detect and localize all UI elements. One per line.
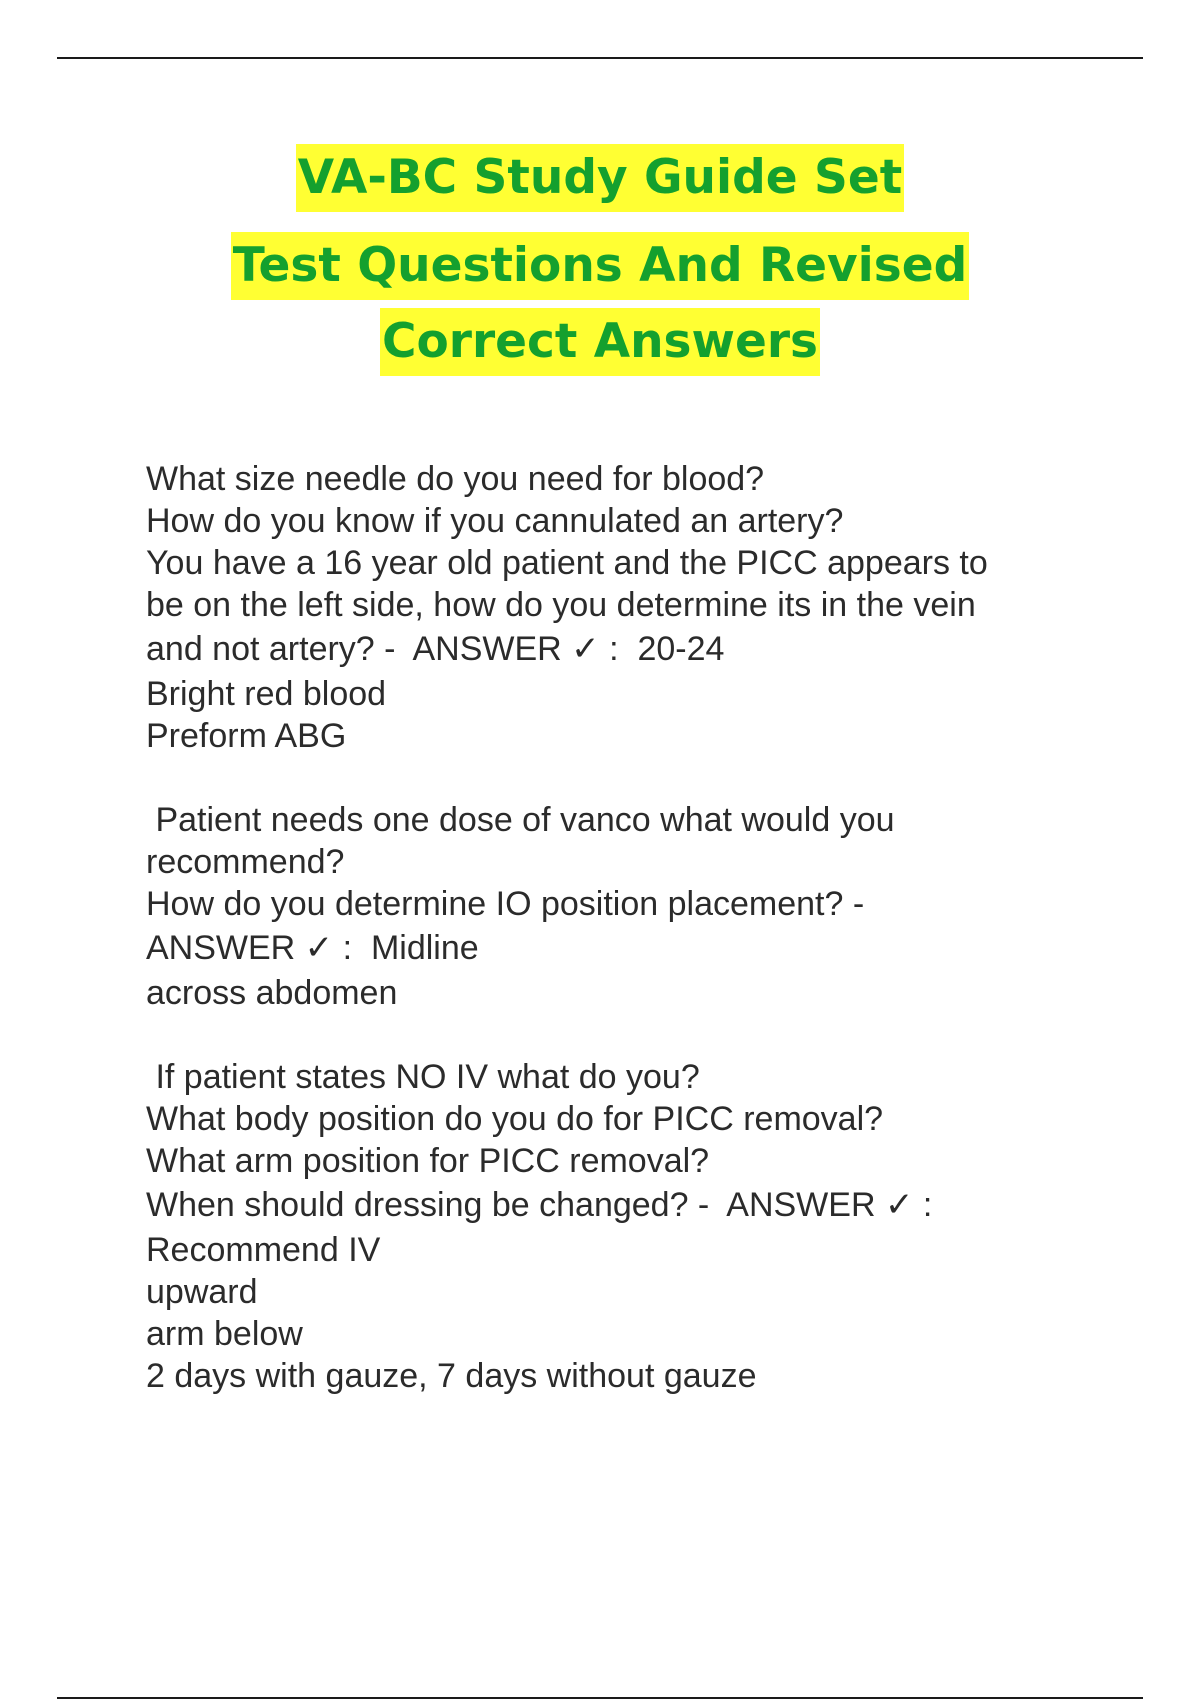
- text-line: If patient states NO IV what do you?: [146, 1058, 700, 1096]
- text-line: Preform ABG: [146, 717, 347, 755]
- answer-line: When should dressing be changed? - ANSWER ✓ :: [146, 1186, 933, 1224]
- qa-block-1: [146, 458, 1086, 757]
- answer-line: and not artery? - ANSWER ✓ : 20-24: [146, 630, 725, 668]
- text-line: 2 days with gauze, 7 days without gauze: [146, 1357, 757, 1395]
- text-line: How do you determine IO position placement? -: [146, 885, 865, 923]
- text-line: Bright red blood: [146, 675, 387, 713]
- text-line: How do you know if you cannulated an artery?: [146, 502, 844, 540]
- document-title: [0, 144, 1200, 376]
- bottom-rule: [57, 1697, 1143, 1699]
- text-line: Patient needs one dose of vanco what would you: [146, 801, 895, 839]
- text-line: What body position do you do for PICC removal?: [146, 1100, 884, 1138]
- text-line: What arm position for PICC removal?: [146, 1142, 710, 1180]
- document-body: [146, 458, 1086, 1397]
- answer-line: ANSWER ✓ : Midline: [146, 929, 479, 967]
- text-line: You have a 16 year old patient and the PICC appears to: [146, 544, 988, 582]
- title-line-1: VA-BC Study Guide Set: [0, 144, 1200, 212]
- text-line: across abdomen: [146, 974, 398, 1012]
- qa-block-2: [146, 799, 1086, 1014]
- text-line: What size needle do you need for blood?: [146, 460, 765, 498]
- qa-block-3: [146, 1056, 1086, 1397]
- text-line: recommend?: [146, 843, 345, 881]
- text-line: be on the left side, how do you determine its in the vein: [146, 586, 976, 624]
- text-line: Recommend IV: [146, 1231, 381, 1269]
- text-line: arm below: [146, 1315, 303, 1353]
- title-line-2: Test Questions And Revised: [0, 232, 1200, 300]
- text-line: upward: [146, 1273, 258, 1311]
- top-rule: [57, 57, 1143, 59]
- title-line-3: Correct Answers: [0, 308, 1200, 376]
